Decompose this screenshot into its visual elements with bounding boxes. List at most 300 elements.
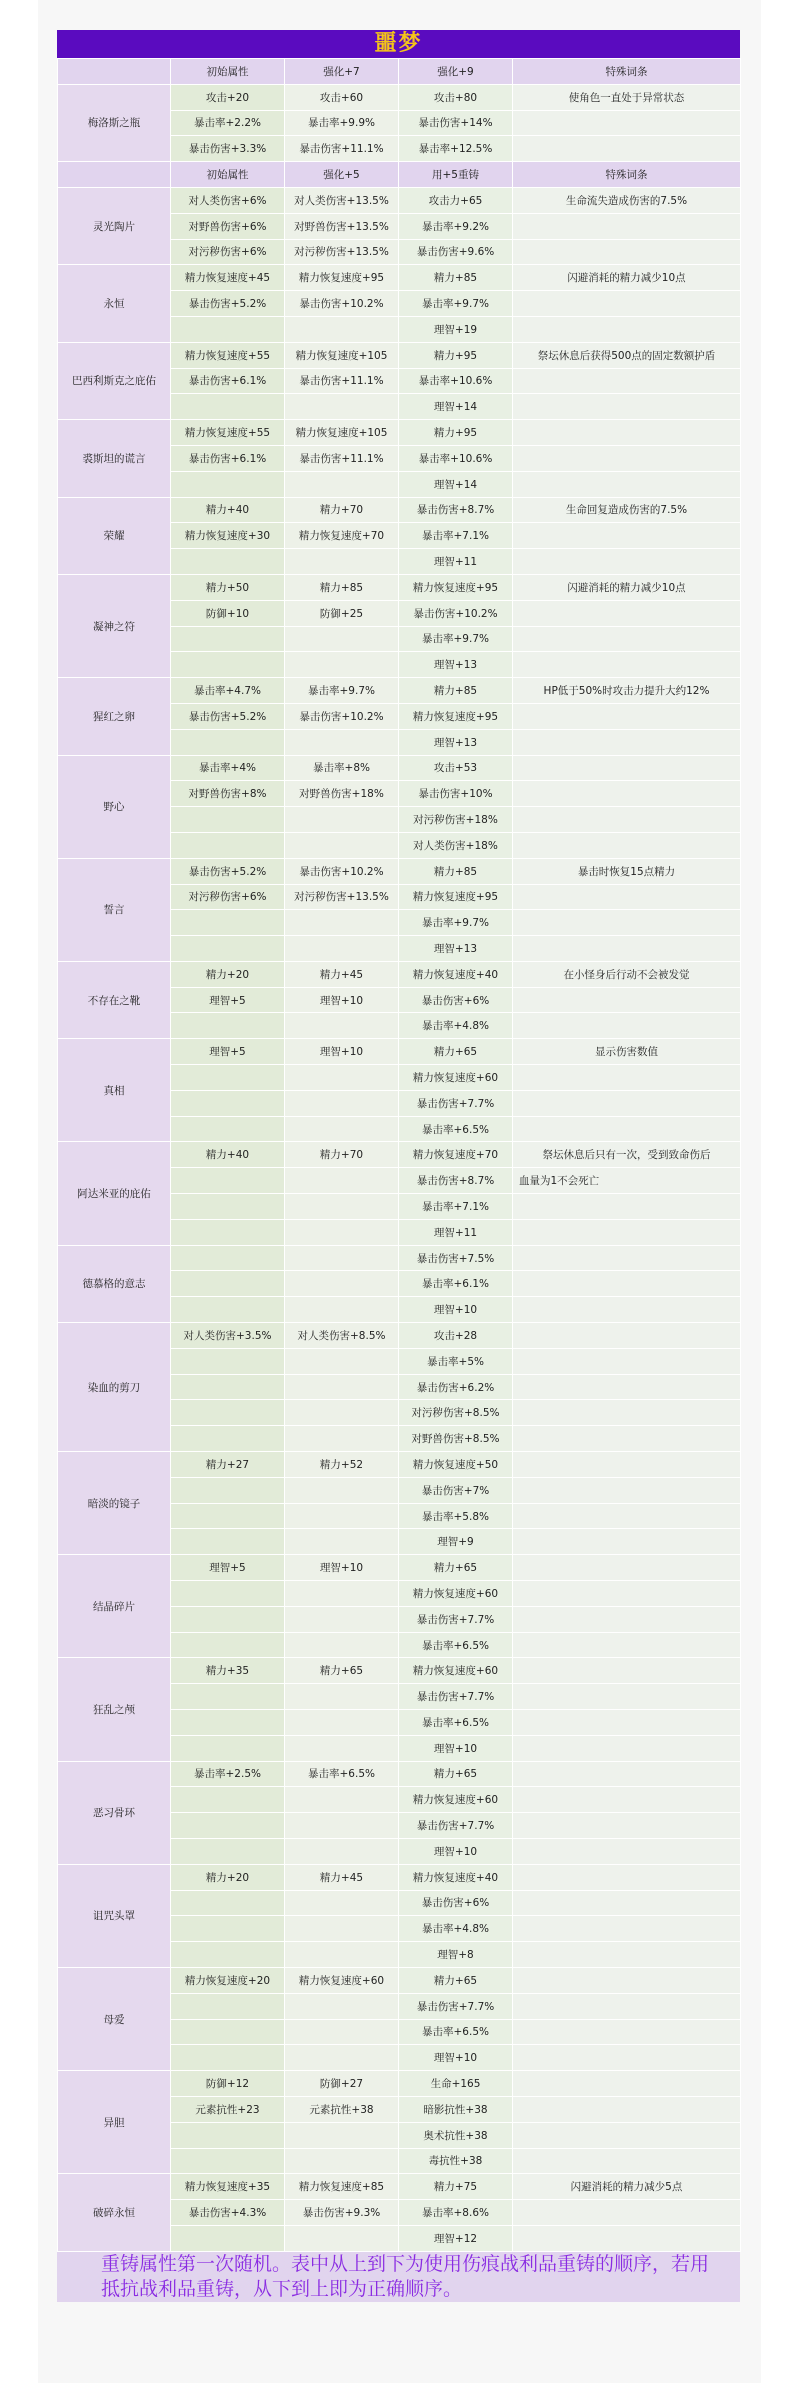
final-attribute: 暴击率+5.8%: [399, 1503, 513, 1529]
special-affix: [513, 1219, 741, 1245]
enhanced-attribute: [285, 626, 399, 652]
table-row: [58, 1864, 741, 1890]
final-attribute: 精力+65: [399, 1761, 513, 1787]
final-attribute: 精力+95: [399, 342, 513, 368]
enhanced-attribute: [285, 1684, 399, 1710]
initial-attribute: 暴击伤害+5.2%: [171, 291, 285, 317]
initial-attribute: 暴击伤害+3.3%: [171, 136, 285, 162]
initial-attribute: [171, 1503, 285, 1529]
special-affix: 闪避消耗的精力减少10点: [513, 574, 741, 600]
initial-attribute: 对野兽伤害+6%: [171, 213, 285, 239]
final-attribute: 精力恢复速度+95: [399, 884, 513, 910]
initial-attribute: [171, 1477, 285, 1503]
final-attribute: 暴击伤害+6%: [399, 987, 513, 1013]
final-attribute: 暴击率+9.7%: [399, 910, 513, 936]
initial-attribute: 精力恢复速度+35: [171, 2174, 285, 2200]
final-attribute: 对野兽伤害+8.5%: [399, 1426, 513, 1452]
final-attribute: 暴击率+12.5%: [399, 136, 513, 162]
final-attribute: 暴击伤害+7.7%: [399, 1684, 513, 1710]
special-affix: [513, 1864, 741, 1890]
final-attribute: 对污秽伤害+8.5%: [399, 1400, 513, 1426]
enhanced-attribute: [285, 910, 399, 936]
table-row: [58, 1245, 741, 1271]
initial-attribute: 暴击率+2.2%: [171, 110, 285, 136]
column-header: 用+5重铸: [399, 162, 513, 188]
initial-attribute: [171, 1735, 285, 1761]
final-attribute: 暴击率+8.6%: [399, 2200, 513, 2226]
special-affix: [513, 1916, 741, 1942]
enhanced-attribute: [285, 1710, 399, 1736]
column-header: 初始属性: [171, 59, 285, 85]
item-name: 荣耀: [58, 497, 171, 574]
enhanced-attribute: [285, 729, 399, 755]
enhanced-attribute: 暴击伤害+9.3%: [285, 2200, 399, 2226]
enhanced-attribute: [285, 1013, 399, 1039]
nightmare-table-sheet: [57, 30, 740, 2302]
initial-attribute: [171, 1116, 285, 1142]
final-attribute: 理智+13: [399, 729, 513, 755]
enhanced-attribute: 精力+85: [285, 574, 399, 600]
final-attribute: 理智+19: [399, 316, 513, 342]
enhanced-attribute: [285, 807, 399, 833]
initial-attribute: [171, 1219, 285, 1245]
special-affix: [513, 936, 741, 962]
final-attribute: 精力+65: [399, 1039, 513, 1065]
relic-stats-table: [57, 58, 741, 2252]
final-attribute: 精力恢复速度+60: [399, 1065, 513, 1091]
special-affix: [513, 600, 741, 626]
initial-attribute: [171, 2148, 285, 2174]
item-name: 猩红之卵: [58, 678, 171, 755]
special-affix: 显示伤害数值: [513, 1039, 741, 1065]
enhanced-attribute: 对污秽伤害+13.5%: [285, 239, 399, 265]
special-affix: [513, 755, 741, 781]
item-name: 德慕格的意志: [58, 1245, 171, 1322]
initial-attribute: [171, 1993, 285, 2019]
final-attribute: 暴击率+7.1%: [399, 523, 513, 549]
final-attribute: 暴击率+6.5%: [399, 1632, 513, 1658]
final-attribute: 暴击伤害+9.6%: [399, 239, 513, 265]
special-affix: [513, 1658, 741, 1684]
table-row: [58, 420, 741, 446]
special-affix: [513, 2200, 741, 2226]
initial-attribute: [171, 2122, 285, 2148]
enhanced-attribute: 防御+25: [285, 600, 399, 626]
initial-attribute: [171, 626, 285, 652]
enhanced-attribute: [285, 1271, 399, 1297]
table-row: [58, 574, 741, 600]
initial-attribute: 精力+20: [171, 961, 285, 987]
special-affix: [513, 445, 741, 471]
enhanced-attribute: [285, 2225, 399, 2251]
final-attribute: 精力恢复速度+60: [399, 1787, 513, 1813]
initial-attribute: [171, 1710, 285, 1736]
final-attribute: 精力+85: [399, 678, 513, 704]
initial-attribute: 暴击率+4.7%: [171, 678, 285, 704]
initial-attribute: [171, 807, 285, 833]
initial-attribute: 暴击伤害+6.1%: [171, 445, 285, 471]
final-attribute: 精力恢复速度+95: [399, 574, 513, 600]
special-affix: [513, 1452, 741, 1478]
footer-line-1: 重铸属性第一次随机。表中从上到下为使用伤痕战利品重铸的顺序，若用: [101, 2252, 710, 2275]
table-row: [58, 84, 741, 110]
special-affix: [513, 1993, 741, 2019]
initial-attribute: [171, 1813, 285, 1839]
initial-attribute: 暴击率+4%: [171, 755, 285, 781]
table-row: [58, 755, 741, 781]
table-row: [58, 2174, 741, 2200]
initial-attribute: 精力+35: [171, 1658, 285, 1684]
enhanced-attribute: 理智+10: [285, 1555, 399, 1581]
enhanced-attribute: [285, 1219, 399, 1245]
item-name: 真相: [58, 1039, 171, 1142]
enhanced-attribute: [285, 549, 399, 575]
initial-attribute: 元素抗性+23: [171, 2096, 285, 2122]
initial-attribute: 理智+5: [171, 1039, 285, 1065]
special-affix: 血量为1不会死亡: [513, 1168, 741, 1194]
enhanced-attribute: [285, 1735, 399, 1761]
table-row: [58, 187, 741, 213]
enhanced-attribute: 精力恢复速度+105: [285, 420, 399, 446]
footer-note: [57, 2252, 740, 2302]
special-affix: [513, 1400, 741, 1426]
enhanced-attribute: 精力+45: [285, 1864, 399, 1890]
final-attribute: 精力恢复速度+60: [399, 1581, 513, 1607]
special-affix: [513, 1813, 741, 1839]
final-attribute: 精力+65: [399, 1967, 513, 1993]
initial-attribute: [171, 1400, 285, 1426]
final-attribute: 暴击率+10.6%: [399, 368, 513, 394]
final-attribute: 理智+13: [399, 936, 513, 962]
enhanced-attribute: 攻击+60: [285, 84, 399, 110]
initial-attribute: 对人类伤害+3.5%: [171, 1323, 285, 1349]
final-attribute: 理智+9: [399, 1529, 513, 1555]
header-row: [58, 162, 741, 188]
final-attribute: 暴击伤害+7%: [399, 1477, 513, 1503]
enhanced-attribute: [285, 1065, 399, 1091]
initial-attribute: 对污秽伤害+6%: [171, 239, 285, 265]
initial-attribute: 精力恢复速度+45: [171, 265, 285, 291]
item-name: 诅咒头罩: [58, 1864, 171, 1967]
final-attribute: 暴击率+6.5%: [399, 2019, 513, 2045]
enhanced-attribute: 暴击伤害+11.1%: [285, 368, 399, 394]
enhanced-attribute: [285, 1426, 399, 1452]
special-affix: [513, 1271, 741, 1297]
table-row: [58, 1555, 741, 1581]
initial-attribute: [171, 2019, 285, 2045]
special-affix: HP低于50%时攻击力提升大约12%: [513, 678, 741, 704]
special-affix: [513, 1477, 741, 1503]
enhanced-attribute: 精力+70: [285, 497, 399, 523]
final-attribute: 精力+95: [399, 420, 513, 446]
special-affix: [513, 2122, 741, 2148]
final-attribute: 理智+13: [399, 652, 513, 678]
final-attribute: 攻击+53: [399, 755, 513, 781]
final-attribute: 对人类伤害+18%: [399, 832, 513, 858]
table-row: [58, 1658, 741, 1684]
final-attribute: 精力恢复速度+70: [399, 1142, 513, 1168]
item-name: 染血的剪刀: [58, 1323, 171, 1452]
item-name: 梅洛斯之瓶: [58, 84, 171, 161]
initial-attribute: [171, 1013, 285, 1039]
final-attribute: 精力+85: [399, 265, 513, 291]
special-affix: [513, 420, 741, 446]
enhanced-attribute: [285, 394, 399, 420]
initial-attribute: 攻击+20: [171, 84, 285, 110]
table-row: [58, 1967, 741, 1993]
special-affix: [513, 884, 741, 910]
final-attribute: 攻击+80: [399, 84, 513, 110]
initial-attribute: 精力恢复速度+55: [171, 420, 285, 446]
initial-attribute: [171, 910, 285, 936]
initial-attribute: [171, 1838, 285, 1864]
initial-attribute: 对人类伤害+6%: [171, 187, 285, 213]
enhanced-attribute: [285, 1116, 399, 1142]
special-affix: [513, 1529, 741, 1555]
enhanced-attribute: 暴击率+6.5%: [285, 1761, 399, 1787]
item-name: 裘斯坦的谎言: [58, 420, 171, 497]
special-affix: [513, 1606, 741, 1632]
enhanced-attribute: [285, 1581, 399, 1607]
final-attribute: 攻击+28: [399, 1323, 513, 1349]
special-affix: [513, 1838, 741, 1864]
enhanced-attribute: 对野兽伤害+18%: [285, 781, 399, 807]
initial-attribute: 精力+27: [171, 1452, 285, 1478]
final-attribute: 暴击率+9.2%: [399, 213, 513, 239]
table-row: [58, 265, 741, 291]
enhanced-attribute: [285, 1245, 399, 1271]
item-name: 结晶碎片: [58, 1555, 171, 1658]
final-attribute: 暴击伤害+10.2%: [399, 600, 513, 626]
final-attribute: 生命+165: [399, 2071, 513, 2097]
final-attribute: 理智+11: [399, 549, 513, 575]
final-attribute: 暴击伤害+7.7%: [399, 1993, 513, 2019]
table-row: [58, 497, 741, 523]
table-row: [58, 1039, 741, 1065]
enhanced-attribute: [285, 1194, 399, 1220]
initial-attribute: 精力+40: [171, 1142, 285, 1168]
enhanced-attribute: [285, 316, 399, 342]
enhanced-attribute: 对人类伤害+13.5%: [285, 187, 399, 213]
enhanced-attribute: [285, 1890, 399, 1916]
final-attribute: 暴击伤害+7.7%: [399, 1606, 513, 1632]
enhanced-attribute: 精力恢复速度+85: [285, 2174, 399, 2200]
initial-attribute: [171, 1271, 285, 1297]
final-attribute: 精力恢复速度+50: [399, 1452, 513, 1478]
enhanced-attribute: [285, 1632, 399, 1658]
special-affix: [513, 2096, 741, 2122]
enhanced-attribute: 精力恢复速度+60: [285, 1967, 399, 1993]
enhanced-attribute: 精力+65: [285, 1658, 399, 1684]
special-affix: [513, 1684, 741, 1710]
special-affix: [513, 832, 741, 858]
final-attribute: 暴击伤害+6.2%: [399, 1374, 513, 1400]
item-name: 不存在之靴: [58, 961, 171, 1038]
initial-attribute: 精力+40: [171, 497, 285, 523]
final-attribute: 精力+65: [399, 1555, 513, 1581]
final-attribute: 精力恢复速度+40: [399, 1864, 513, 1890]
column-header: 特殊词条: [513, 162, 741, 188]
final-attribute: 理智+11: [399, 1219, 513, 1245]
initial-attribute: [171, 2225, 285, 2251]
special-affix: [513, 394, 741, 420]
final-attribute: 暴击伤害+8.7%: [399, 497, 513, 523]
special-affix: [513, 316, 741, 342]
special-affix: [513, 1013, 741, 1039]
header-blank: [58, 59, 171, 85]
initial-attribute: [171, 1194, 285, 1220]
enhanced-attribute: [285, 471, 399, 497]
enhanced-attribute: [285, 1606, 399, 1632]
special-affix: [513, 523, 741, 549]
final-attribute: 攻击力+65: [399, 187, 513, 213]
enhanced-attribute: 精力+45: [285, 961, 399, 987]
initial-attribute: [171, 729, 285, 755]
enhanced-attribute: [285, 652, 399, 678]
initial-attribute: 暴击伤害+4.3%: [171, 2200, 285, 2226]
table-row: [58, 961, 741, 987]
initial-attribute: 精力+20: [171, 1864, 285, 1890]
final-attribute: 暴击伤害+8.7%: [399, 1168, 513, 1194]
initial-attribute: [171, 1606, 285, 1632]
final-attribute: 暴击伤害+7.7%: [399, 1090, 513, 1116]
enhanced-attribute: [285, 1942, 399, 1968]
initial-attribute: [171, 1245, 285, 1271]
enhanced-attribute: 暴击率+9.9%: [285, 110, 399, 136]
special-affix: [513, 1374, 741, 1400]
final-attribute: 暴击率+4.8%: [399, 1916, 513, 1942]
initial-attribute: 防御+10: [171, 600, 285, 626]
special-affix: [513, 910, 741, 936]
special-affix: [513, 781, 741, 807]
final-attribute: 暴击伤害+10%: [399, 781, 513, 807]
final-attribute: 精力+75: [399, 2174, 513, 2200]
table-row: [58, 1142, 741, 1168]
initial-attribute: [171, 394, 285, 420]
final-attribute: 理智+10: [399, 1838, 513, 1864]
special-affix: [513, 1942, 741, 1968]
initial-attribute: [171, 1348, 285, 1374]
special-affix: [513, 1787, 741, 1813]
final-attribute: 理智+10: [399, 2045, 513, 2071]
final-attribute: 理智+14: [399, 471, 513, 497]
item-name: 暗淡的镜子: [58, 1452, 171, 1555]
enhanced-attribute: [285, 1503, 399, 1529]
enhanced-attribute: [285, 1400, 399, 1426]
special-affix: [513, 1555, 741, 1581]
enhanced-attribute: [285, 1916, 399, 1942]
special-affix: [513, 549, 741, 575]
final-attribute: 暴击率+6.5%: [399, 1710, 513, 1736]
enhanced-attribute: 精力恢复速度+70: [285, 523, 399, 549]
initial-attribute: [171, 1890, 285, 1916]
special-affix: [513, 703, 741, 729]
special-affix: [513, 1503, 741, 1529]
enhanced-attribute: [285, 2148, 399, 2174]
item-name: 母爱: [58, 1967, 171, 2070]
special-affix: [513, 2045, 741, 2071]
special-affix: [513, 291, 741, 317]
enhanced-attribute: 防御+27: [285, 2071, 399, 2097]
special-affix: [513, 1348, 741, 1374]
final-attribute: 暴击率+6.5%: [399, 1116, 513, 1142]
initial-attribute: [171, 1632, 285, 1658]
initial-attribute: [171, 1090, 285, 1116]
special-affix: 祭坛休息后获得500点的固定数额护盾: [513, 342, 741, 368]
enhanced-attribute: 暴击率+8%: [285, 755, 399, 781]
final-attribute: 暴击伤害+14%: [399, 110, 513, 136]
item-name: 狂乱之颅: [58, 1658, 171, 1761]
initial-attribute: 理智+5: [171, 987, 285, 1013]
special-affix: [513, 110, 741, 136]
initial-attribute: 暴击伤害+6.1%: [171, 368, 285, 394]
final-attribute: 暴击率+4.8%: [399, 1013, 513, 1039]
table-title: 噩梦: [57, 30, 740, 58]
enhanced-attribute: [285, 832, 399, 858]
table-row: [58, 678, 741, 704]
enhanced-attribute: 理智+10: [285, 987, 399, 1013]
initial-attribute: [171, 832, 285, 858]
column-header: 初始属性: [171, 162, 285, 188]
table-row: [58, 1323, 741, 1349]
special-affix: [513, 368, 741, 394]
table-row: [58, 1452, 741, 1478]
enhanced-attribute: [285, 1787, 399, 1813]
special-affix: 生命流失造成伤害的7.5%: [513, 187, 741, 213]
initial-attribute: [171, 1297, 285, 1323]
initial-attribute: 防御+12: [171, 2071, 285, 2097]
enhanced-attribute: 暴击伤害+10.2%: [285, 703, 399, 729]
final-attribute: 暴击伤害+7.5%: [399, 1245, 513, 1271]
initial-attribute: 对野兽伤害+8%: [171, 781, 285, 807]
final-attribute: 理智+10: [399, 1297, 513, 1323]
special-affix: [513, 2148, 741, 2174]
initial-attribute: 精力恢复速度+20: [171, 1967, 285, 1993]
initial-attribute: 对污秽伤害+6%: [171, 884, 285, 910]
enhanced-attribute: 暴击伤害+10.2%: [285, 858, 399, 884]
final-attribute: 暴击伤害+7.7%: [399, 1813, 513, 1839]
special-affix: [513, 1065, 741, 1091]
enhanced-attribute: 元素抗性+38: [285, 2096, 399, 2122]
final-attribute: 暴击率+5%: [399, 1348, 513, 1374]
enhanced-attribute: [285, 1813, 399, 1839]
special-affix: [513, 1967, 741, 1993]
special-affix: [513, 1245, 741, 1271]
initial-attribute: [171, 1916, 285, 1942]
special-affix: [513, 2225, 741, 2251]
enhanced-attribute: [285, 936, 399, 962]
enhanced-attribute: [285, 2122, 399, 2148]
special-affix: [513, 1194, 741, 1220]
initial-attribute: 精力+50: [171, 574, 285, 600]
special-affix: [513, 1323, 741, 1349]
enhanced-attribute: 对污秽伤害+13.5%: [285, 884, 399, 910]
initial-attribute: 精力恢复速度+55: [171, 342, 285, 368]
initial-attribute: [171, 1787, 285, 1813]
enhanced-attribute: 暴击伤害+11.1%: [285, 445, 399, 471]
enhanced-attribute: [285, 2045, 399, 2071]
enhanced-attribute: [285, 1168, 399, 1194]
final-attribute: 暴击率+9.7%: [399, 291, 513, 317]
special-affix: [513, 2019, 741, 2045]
enhanced-attribute: 理智+10: [285, 1039, 399, 1065]
initial-attribute: [171, 652, 285, 678]
special-affix: [513, 471, 741, 497]
enhanced-attribute: 暴击率+9.7%: [285, 678, 399, 704]
initial-attribute: [171, 1684, 285, 1710]
enhanced-attribute: 对人类伤害+8.5%: [285, 1323, 399, 1349]
special-affix: [513, 1581, 741, 1607]
